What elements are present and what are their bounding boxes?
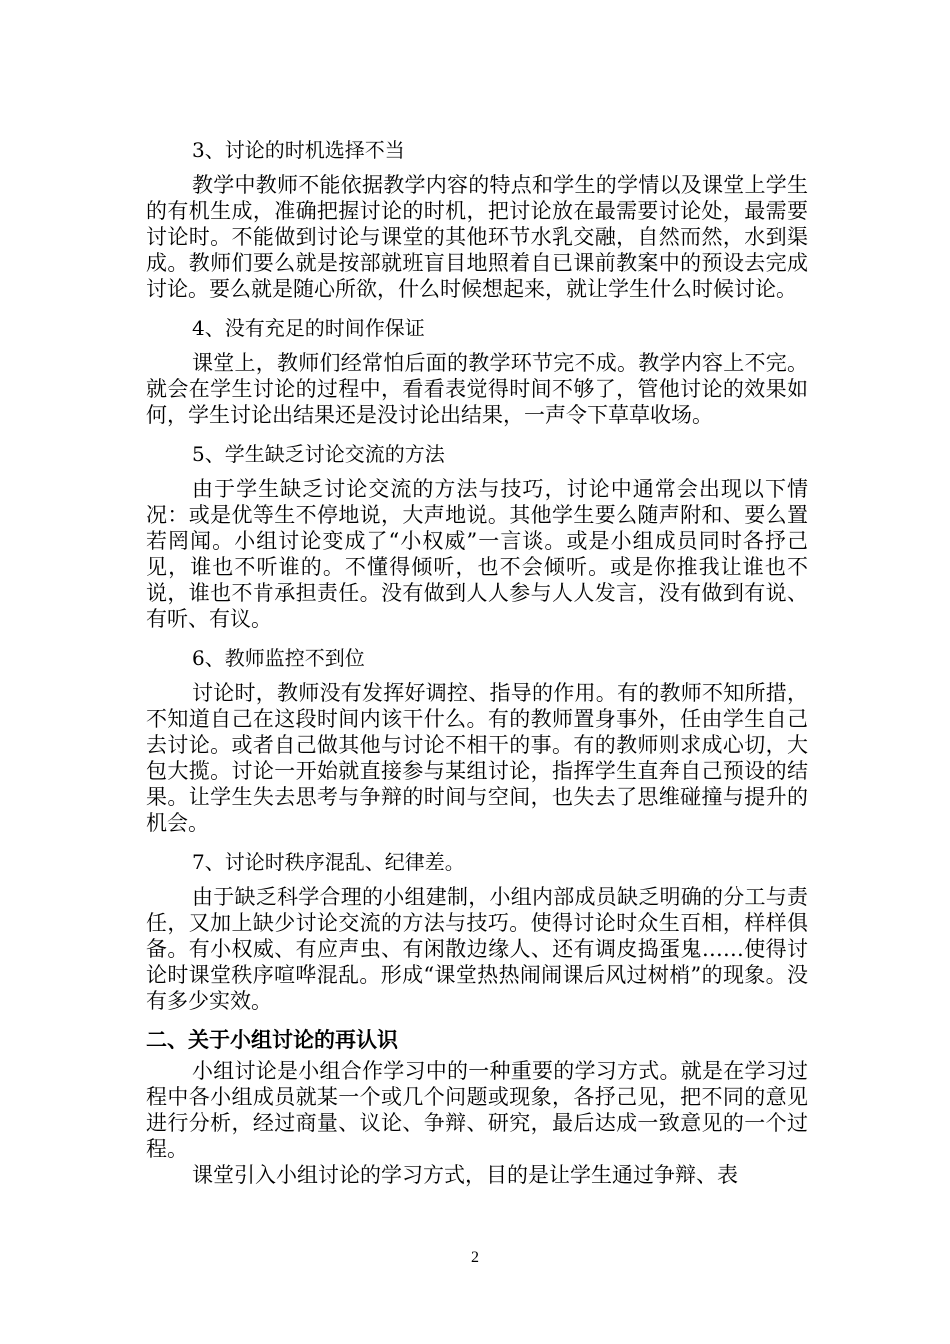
page-number: 2: [471, 1249, 479, 1266]
paragraph-time: 课堂上，教师们经常怕后面的教学环节完不成。教学内容上不完。就会在学生讨论的过程中，看看表觉得时间不够了，管他讨论的效果如何，学生讨论出结果还是没讨论出结果，一声令下草草收场。: [146, 351, 808, 427]
paragraph-order: 由于缺乏科学合理的小组建制，小组内部成员缺乏明确的分工与责任，又加上缺少讨论交流的方法与技巧。使得讨论时众生百相，样样俱备。有小权威、有应声虫、有闲散边缘人、还有调皮捣蛋鬼……使得讨论时课堂秩序喧哗混乱。形成“课堂热热闹闹课后风过树梢”的现象。没有多少实效。: [146, 885, 808, 1013]
paragraph-definition: 小组讨论是小组合作学习中的一种重要的学习方式。就是在学习过程中各小组成员就某一个或几个问题或现象，各抒己见，把不同的意见进行分析，经过商量、议论、争辩、研究，最后达成一致意见的一个过程。: [146, 1059, 808, 1161]
subheading-order: 7、讨论时秩序混乱、纪律差。: [192, 850, 465, 874]
paragraph-method: 由于学生缺乏讨论交流的方法与技巧，讨论中通常会出现以下情况：或是优等生不停地说，大声地说。其他学生要么随声附和、要么置若罔闻。小组讨论变成了“小权威”一言谈。或是小组成员同时各抒己见，谁也不听谁的。不懂得倾听，也不会倾听。或是你推我让谁也不说，谁也不肯承担责任。没有做到人人参与人人发言，没有做到有说、有听、有议。: [146, 477, 808, 631]
subheading-timing: 3、讨论的时机选择不当: [192, 138, 405, 162]
subheading-time: 4、没有充足的时间作保证: [192, 316, 425, 340]
paragraph-timing: 教学中教师不能依据教学内容的特点和学生的学情以及课堂上学生的有机生成，准确把握讨论的时机，把讨论放在最需要讨论处，最需要讨论时。不能做到讨论与课堂的其他环节水乳交融，自然而然，水到渠成。教师们要么就是按部就班盲目地照着自已课前教案中的预设去完成讨论。要么就是随心所欲，什么时候想起来，就让学生什么时候讨论。: [146, 173, 808, 301]
paragraph-purpose: 课堂引入小组讨论的学习方式，目的是让学生通过争辩、表: [192, 1163, 738, 1187]
subheading-monitor: 6、教师监控不到位: [192, 646, 365, 670]
section-heading: 二、关于小组讨论的再认识: [146, 1028, 398, 1052]
page-body: [146, 134, 808, 1198]
subheading-method: 5、学生缺乏讨论交流的方法: [192, 442, 445, 466]
paragraph-monitor: 讨论时，教师没有发挥好调控、指导的作用。有的教师不知所措，不知道自己在这段时间内该干什么。有的教师置身事外，任由学生自己去讨论。或者自己做其他与讨论不相干的事。有的教师则求成心切，大包大揽。讨论一开始就直接参与某组讨论，指挥学生直奔自己预设的结果。让学生失去思考与争辩的时间与空间，也失去了思维碰撞与提升的机会。: [146, 681, 808, 835]
